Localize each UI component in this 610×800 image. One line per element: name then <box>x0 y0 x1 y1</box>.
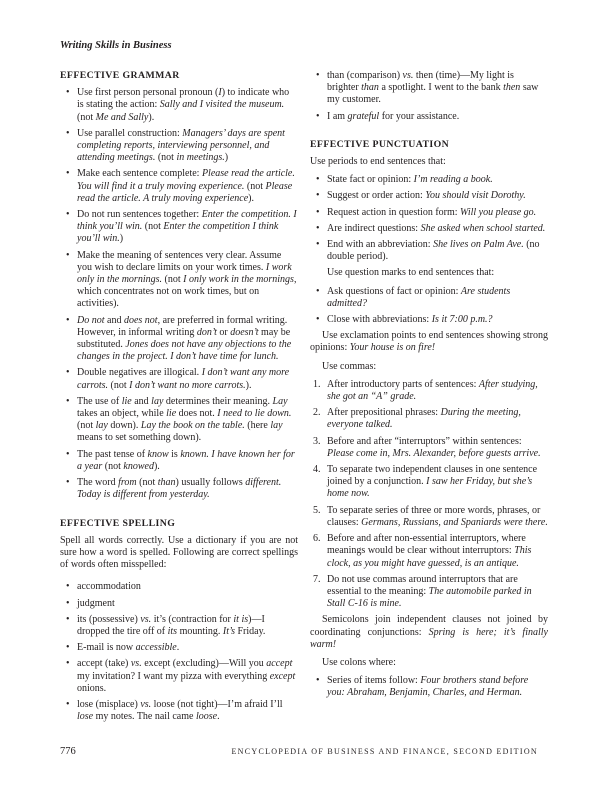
list-item: • than (comparison) vs. then (time)—My light is brighter than a spotlight. I went to the bank then saw my customer. <box>310 70 548 107</box>
question-list <box>310 286 548 327</box>
spelling-list-continued <box>310 70 548 123</box>
item-number: 5. <box>313 504 321 516</box>
page-number: 776 <box>60 746 76 757</box>
list-item: • The use of lie and lay determines their meaning. Lay takes an object, while lie does not. I need to lie down. (not lay down). Lay the book on the table. (here lay means to set something down). <box>60 396 298 445</box>
semicolons-paragraph: Semicolons join independent clauses not joined by coordinating conjunctions: Spring is here; it’s finally warm! <box>310 614 548 650</box>
item-number: 7. <box>313 573 321 585</box>
list-item: • Request action in question form: Will you please go. <box>310 207 548 219</box>
period-list <box>310 174 548 263</box>
spelling-list <box>60 581 298 723</box>
list-item: • Make the meaning of sentences very clear. Assume you wish to declare limits on your work times. I work only in the mornings. (not I only work in the mornings, which concentrates not on work times, but on activities). <box>60 250 298 311</box>
running-head: Writing Skills in Business <box>60 40 172 51</box>
list-item: • Do not run sentences together: Enter the competition. I think you’ll win. (not Enter the competition I think you’ll win.) <box>60 209 298 246</box>
item-number: 1. <box>313 378 321 390</box>
footer-title: ENCYCLOPEDIA OF BUSINESS AND FINANCE, SECOND EDITION <box>231 747 538 756</box>
list-item: • accommodation <box>60 581 298 593</box>
list-item: • its (possessive) vs. it’s (contraction for it is)—I dropped the tire off of its mounting. It’s Friday. <box>60 614 298 638</box>
grammar-heading: EFFECTIVE GRAMMAR <box>60 70 180 81</box>
left-column <box>60 70 298 727</box>
list-item: • Do not and does not, are preferred in formal writing. However, in informal writing don’t or doesn’t may be substituted. Jones does not have any objections to the changes in the project. I don’t have time for lunch. <box>60 315 298 364</box>
list-item: • Make each sentence complete: Please read the article. You will find it a truly moving experience. (not Please read the article. A truly moving experience). <box>60 168 298 205</box>
numbered-item: 1. After introductory parts of sentences: After studying, she got an “A” grade. <box>313 378 538 403</box>
list-item: • Double negatives are illogical. I don’t want any more carrots. (not I don’t want no more carrots.). <box>60 367 298 391</box>
item-number: 6. <box>313 533 321 545</box>
colon-list <box>310 675 548 699</box>
numbered-item: 7. Do not use commas around interruptors that are essential to the meaning: The automobile parked in Stall C-16 is mine. <box>313 573 532 610</box>
list-item: • lose (misplace) vs. loose (not tight)—I’m afraid I’ll lose my notes. The nail came loose. <box>60 699 298 723</box>
list-item: • judgment <box>60 598 298 610</box>
spelling-heading: EFFECTIVE SPELLING <box>60 517 176 529</box>
list-item: • Are indirect questions: She asked when school started. <box>310 223 548 235</box>
item-number: 2. <box>313 407 321 419</box>
numbered-item: 2. After prepositional phrases: During the meeting, everyone talked. <box>313 407 521 431</box>
list-item: • Series of items follow: Four brothers stand before you: Abraham, Benjamin, Charles, and Herman. <box>310 675 548 699</box>
colons-intro: Use colons where: <box>322 656 396 668</box>
numbered-item: 4. To separate two independent clauses in one sentence joined by a conjunction. I saw her Friday, but she’s home now. <box>313 464 538 500</box>
list-item: • accept (take) vs. except (excluding)—Will you accept my invitation? I want my pizza with everything except onions. <box>60 658 298 695</box>
commas-intro: Use commas: <box>322 360 377 372</box>
list-item: • Ask questions of fact or opinion: Are students admitted? <box>310 286 548 310</box>
list-item: • Use parallel construction: Managers’ days are spent completing reports, interviewing personnel, and attending meetings. (not in meetings.) <box>60 128 298 165</box>
list-item: • I am grateful for your assistance. <box>310 111 548 123</box>
list-item: • The past tense of know is known. I have known her for a year (not knowed). <box>60 449 298 473</box>
list-item: • E-mail is now accessible. <box>60 642 298 654</box>
periods-intro: Use periods to end sentences that: <box>310 156 446 168</box>
numbered-item: 5. To separate series of three or more words, phrases, or clauses: Germans, Russians, and Spaniards were there. <box>313 504 548 528</box>
list-item: • End with an abbreviation: She lives on Palm Ave. (no double period). <box>310 239 548 263</box>
question-intro: Use question marks to end sentences that: <box>327 267 495 279</box>
spelling-intro: Spell all words correctly. Use a dictionary if you are not sure how a word is spelled. Following are correct spellings of words often misspelled: <box>60 534 298 571</box>
list-item: • Suggest or order action: You should visit Dorothy. <box>310 190 548 202</box>
comma-list <box>310 379 548 610</box>
list-item: • The word from (not than) usually follows different. Today is different from yesterday. <box>60 477 298 501</box>
item-number: 3. <box>313 435 321 447</box>
numbered-item: 3. Before and after “interruptors” within sentences: Please come in, Mrs. Alexander, before guests arrive. <box>313 435 541 459</box>
list-item: • Use first person personal pronoun (I) to indicate who is stating the action: Sally and I visited the museum. (not Me and Sally). <box>60 87 298 124</box>
list-item: • State fact or opinion: I’m reading a book. <box>310 174 548 186</box>
item-number: 4. <box>313 464 321 476</box>
exclamation-paragraph: Use exclamation points to end sentences showing strong opinions: Your house is on fire! <box>310 330 548 354</box>
right-column <box>310 70 548 704</box>
list-item: • Close with abbreviations: Is it 7:00 p.m.? <box>310 314 548 326</box>
numbered-item: 6. Before and after non-essential interruptors, where meanings would be clear without interruptors: This clock, as you might have guessed, is an antique. <box>313 533 532 569</box>
punctuation-heading: EFFECTIVE PUNCTUATION <box>310 138 450 150</box>
grammar-list <box>60 87 298 501</box>
